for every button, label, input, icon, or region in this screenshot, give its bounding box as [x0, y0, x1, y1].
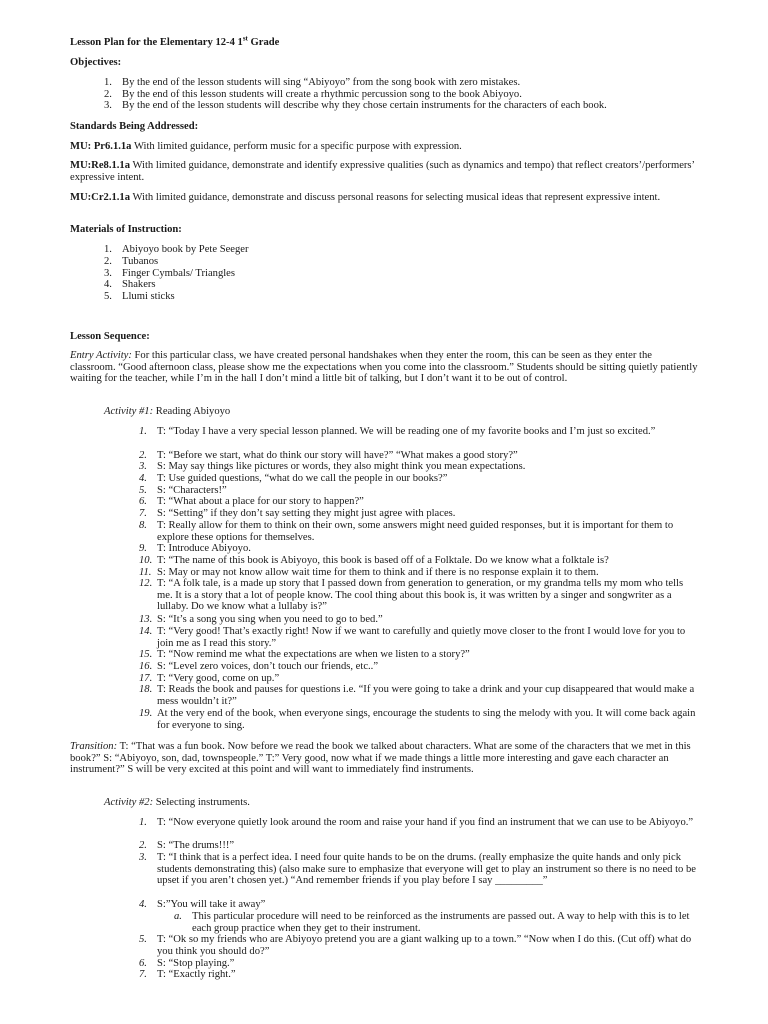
objective-number: 1.	[104, 77, 112, 88]
entry-activity	[70, 350, 700, 385]
item-number: 5.	[139, 485, 147, 496]
activity1-item	[139, 578, 699, 613]
material-number: 3.	[104, 268, 112, 279]
item-number: 4.	[139, 473, 147, 484]
material-item	[104, 256, 704, 268]
material-number: 4.	[104, 279, 112, 290]
activity1-item	[139, 543, 699, 555]
material-item	[104, 291, 704, 303]
item-number: 2.	[139, 450, 147, 461]
standard-code: MU:Re8.1.1a	[70, 160, 131, 171]
item-number: 4.	[139, 899, 147, 910]
item-number: 12.	[139, 578, 153, 589]
item-text: S: “The drums!!!”	[157, 840, 235, 851]
activity2-item	[139, 969, 699, 981]
item-text: T: “What about a place for our story to happen?”	[157, 496, 364, 507]
transition-label: Transition:	[70, 741, 118, 752]
item-number: 3.	[139, 852, 147, 863]
item-text: T: Use guided questions, “what do we call the people in our books?”	[157, 473, 448, 484]
activity2-label: Activity #2:	[104, 797, 154, 808]
material-item	[104, 279, 704, 291]
item-number: 1.	[139, 817, 147, 828]
item-number: 5.	[139, 934, 147, 945]
standard-code: MU: Pr6.1.1a	[70, 141, 132, 152]
objectives-heading: Objectives:	[70, 57, 122, 68]
activity2-item	[139, 817, 699, 829]
page-title	[70, 34, 700, 49]
standard-item	[70, 160, 700, 183]
objective-item	[104, 89, 724, 101]
activity2-item	[139, 852, 699, 887]
item-number: 9.	[139, 543, 147, 554]
activity1-item	[139, 473, 699, 485]
activity1-item	[139, 426, 699, 438]
activity1-heading	[104, 406, 704, 418]
item-number: 14.	[139, 626, 153, 637]
item-text: S: “Stop playing.”	[157, 958, 235, 969]
item-text: T: “A folk tale, is a made up story that I passed down from generation to generation, or my grandma tells my mom who tells me. It is a story that a lot of people know. The cool thing about this book is, it was written by a singer and songwriter as a lullaby. Do we know what a lullaby is?”	[157, 578, 684, 613]
item-text: S: “Level zero voices, don’t touch our friends, etc..”	[157, 661, 379, 672]
activity1-item	[139, 649, 699, 661]
transition-paragraph	[70, 741, 700, 776]
objective-number: 3.	[104, 100, 112, 111]
activity1-item	[139, 485, 699, 497]
item-text: S: May say things like pictures or words, they also might think you mean expectations.	[157, 461, 526, 472]
item-text: T: “Today I have a very special lesson planned. We will be reading one of my favorite books and I’m just so excited.”	[157, 426, 656, 437]
material-text: Abiyoyo book by Pete Seeger	[122, 244, 249, 255]
activity2-item	[139, 958, 699, 970]
standard-text: With limited guidance, demonstrate and discuss personal reasons for selecting musical ideas that represent expressive intent.	[130, 192, 661, 203]
item-text: T: “Ok so my friends who are Abiyoyo pretend you are a giant walking up to a town.” “Now when I do this. (Cut off) what do you think you should do?”	[157, 934, 692, 957]
activity2-subitem	[174, 911, 704, 934]
materials-heading: Materials of Instruction:	[70, 224, 182, 235]
objective-text: By the end of the lesson students will sing “Abiyoyo” from the song book with zero mistakes.	[122, 77, 521, 88]
material-text: Llumi sticks	[122, 291, 175, 302]
item-number: 6.	[139, 958, 147, 969]
item-number: 16.	[139, 661, 153, 672]
item-number: 1.	[139, 426, 147, 437]
item-text: T: “I think that is a perfect idea. I need four quite hands to be on the drums. (really emphasize the quite hands and only pick students demonstrating this) (also make sure to emphasize that everyone will get to play an instrument so there is no need to be upset if you aren’t chosen yet.) “And remember friends if you play before I say _________”	[157, 852, 696, 887]
item-text: T: “Very good! That’s exactly right! Now if we want to carefully and quietly move closer to the front I would love for you to join me as I read this story.”	[157, 626, 686, 649]
item-number: 6.	[139, 496, 147, 507]
activity1-item	[139, 520, 699, 543]
activity1-item	[139, 626, 699, 649]
item-number: 18.	[139, 684, 153, 695]
title-grade: Grade	[247, 37, 280, 48]
standard-text: With limited guidance, perform music for a specific purpose with expression.	[131, 141, 462, 152]
item-text: T: “Now remind me what the expectations are when we listen to a story?”	[157, 649, 470, 660]
standard-item	[70, 192, 700, 204]
sequence-heading: Lesson Sequence:	[70, 331, 150, 342]
activity1-item	[139, 673, 699, 685]
material-item	[104, 244, 704, 256]
activity1-item	[139, 684, 699, 707]
activity1-label: Activity #1:	[104, 406, 154, 417]
item-text: S: May or may not know allow wait time for them to think and if there is no response explain it to them.	[157, 567, 599, 578]
item-number: 10.	[139, 555, 153, 566]
title-superscript: st	[242, 34, 248, 43]
standard-text: With limited guidance, demonstrate and identify expressive qualities (such as dynamics and tempo) that reflect creators’/performers’ expressive intent.	[70, 160, 695, 183]
standard-code: MU:Cr2.1.1a	[70, 192, 131, 203]
objective-text: By the end of the lesson students will describe why they chose certain instruments for the characters of each book.	[122, 100, 607, 111]
item-text: T: “Exactly right.”	[157, 969, 236, 980]
activity2-item	[139, 840, 699, 852]
activity1-item	[139, 508, 699, 520]
item-number: 2.	[139, 840, 147, 851]
item-text: T: “Very good, come on up.”	[157, 673, 280, 684]
objective-text: By the end of this lesson students will create a rhythmic percussion song to the book Abiyoyo.	[122, 89, 522, 100]
standards-heading: Standards Being Addressed:	[70, 121, 199, 132]
item-letter: a.	[174, 911, 182, 922]
standard-item	[70, 141, 700, 153]
item-number: 7.	[139, 969, 147, 980]
activity2-title: Selecting instruments.	[153, 797, 250, 808]
activity2-item	[139, 934, 699, 957]
item-text: At the very end of the book, when everyone sings, encourage the students to sing the melody with you. It will come back again for everyone to sing.	[157, 708, 696, 731]
objective-item	[104, 100, 724, 112]
item-text: S: “Setting” if they don’t say setting they might just agree with places.	[157, 508, 456, 519]
item-text: T: Really allow for them to think on their own, some answers might need guided responses, but it is important for them to explore these options for themselves.	[157, 520, 674, 543]
item-text: S: “Characters!”	[157, 485, 227, 496]
activity1-item	[139, 555, 699, 567]
item-text: This particular procedure will need to be reinforced as the instruments are passed out. A way to help with this is to let each group practice when they get to their instrument.	[192, 911, 690, 934]
activity1-title: Reading Abiyoyo	[153, 406, 231, 417]
activity1-item	[139, 614, 699, 626]
activity1-item	[139, 461, 699, 473]
activity1-item	[139, 567, 699, 579]
item-number: 17.	[139, 673, 153, 684]
item-number: 19.	[139, 708, 153, 719]
entry-text: For this particular class, we have created personal handshakes when they enter the room, this can be seen as they enter the classroom. “Good afternoon class, please show me the expectations when you come into the classroom.” Students should be sitting quietly patiently waiting for the teacher, while I’m in the hall I don’t mind a little bit of talking, but I don’t want it to be out of control.	[70, 350, 698, 385]
item-number: 11.	[139, 567, 152, 578]
entry-label: Entry Activity:	[70, 350, 132, 361]
material-number: 1.	[104, 244, 112, 255]
activity1-item	[139, 450, 699, 462]
title-text: Lesson Plan for the Elementary 12-4 1	[70, 37, 243, 48]
item-text: S: “It’s a song you sing when you need to go to bed.”	[157, 614, 383, 625]
material-text: Finger Cymbals/ Triangles	[122, 268, 236, 279]
item-text: T: Introduce Abiyoyo.	[157, 543, 251, 554]
activity1-item	[139, 661, 699, 673]
material-number: 5.	[104, 291, 112, 302]
item-number: 15.	[139, 649, 153, 660]
item-text: T: Reads the book and pauses for questions i.e. “If you were going to take a drink and your cup disappeared that would make a mess wouldn’t it?”	[157, 684, 695, 707]
item-text: T: “The name of this book is Abiyoyo, this book is based off of a Folktale. Do we know what a folktale is?	[157, 555, 609, 566]
objective-item	[104, 77, 724, 89]
objective-number: 2.	[104, 89, 112, 100]
item-number: 13.	[139, 614, 153, 625]
activity1-item	[139, 496, 699, 508]
item-text: T: “Now everyone quietly look around the room and raise your hand if you find an instrument that we can use to be Abiyoyo.”	[157, 817, 694, 828]
activity1-item	[139, 708, 699, 731]
material-number: 2.	[104, 256, 112, 267]
activity2-heading	[104, 797, 704, 809]
activity2-item	[139, 899, 699, 911]
item-text: T: “Before we start, what do think our story will have?” “What makes a good story?”	[157, 450, 518, 461]
item-number: 8.	[139, 520, 147, 531]
item-text: S:”You will take it away”	[157, 899, 266, 910]
material-item	[104, 268, 704, 280]
material-text: Tubanos	[122, 256, 159, 267]
transition-text: T: “That was a fun book. Now before we read the book we talked about characters. What are some of the characters that we met in this book?” S: “Abiyoyo, son, dad, townspeople.” T:” Very good, now what if we made things a little more interesting and gave each character an instrument?” S will be very excited at this point and will want to immediately find instruments.	[70, 741, 691, 776]
material-text: Shakers	[122, 279, 156, 290]
item-number: 3.	[139, 461, 147, 472]
item-number: 7.	[139, 508, 147, 519]
